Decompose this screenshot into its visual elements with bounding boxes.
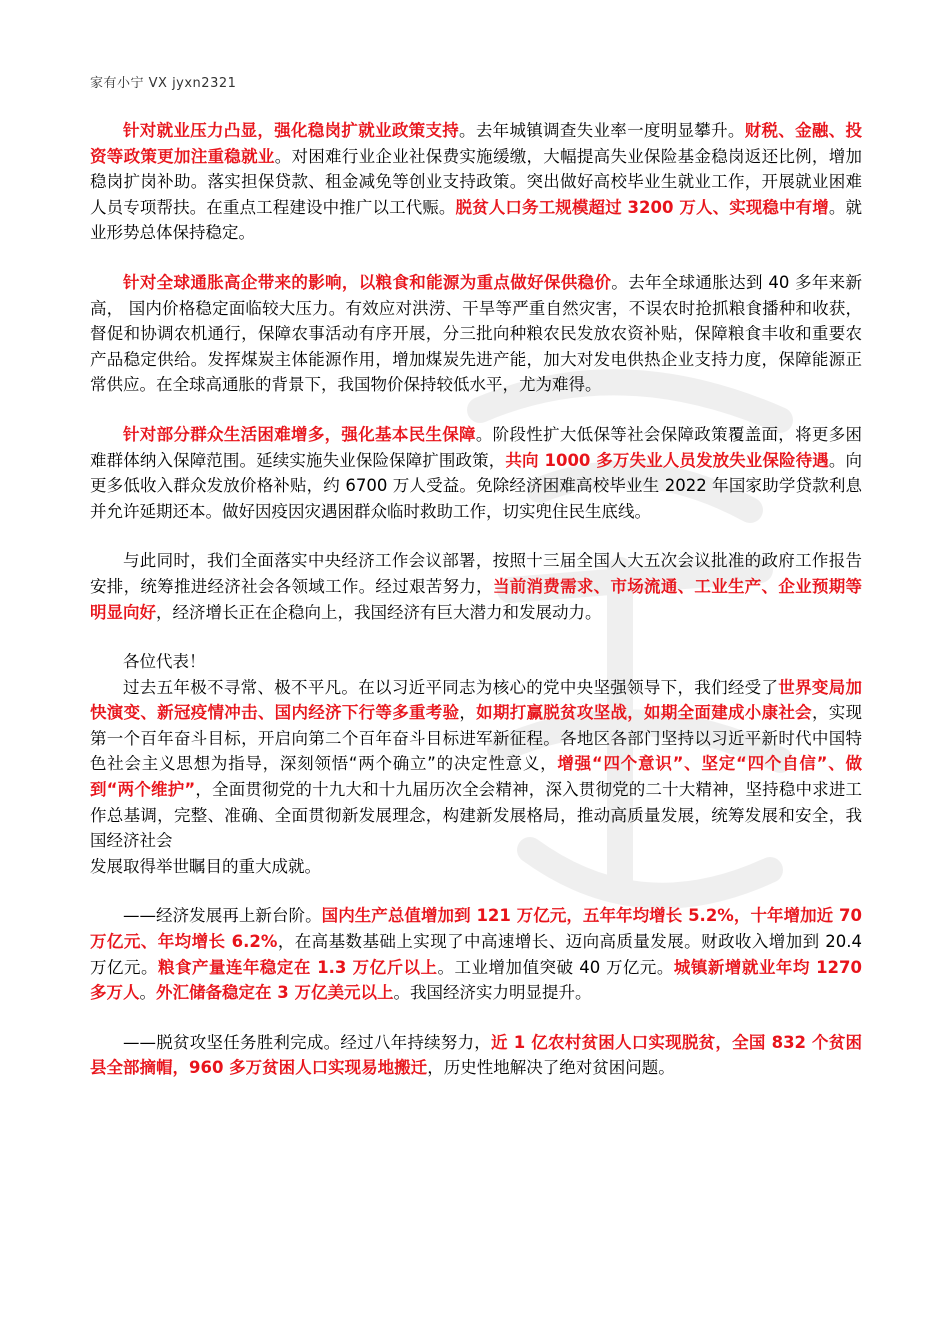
body-text: ——经济发展再上新台阶。 <box>123 906 322 926</box>
paragraph-five-years <box>90 675 862 854</box>
body-text: 。去年城镇调查失业率一度明显攀升。 <box>459 121 745 140</box>
body-text: ——脱贫攻坚任务胜利完成。经过八年持续努力， <box>123 1032 492 1052</box>
paragraph-employment <box>90 118 862 246</box>
body-text: 。工业增加值突破 40 万亿元。 <box>437 957 674 977</box>
paragraph-overall-progress <box>90 548 862 625</box>
paragraph-poverty <box>90 1030 862 1081</box>
body-text: ，经济增长正在企稳向上，我国经济有巨大潜力和发展动力。 <box>156 602 602 622</box>
body-text: ， <box>459 703 477 723</box>
body-text: ，实现第一个百年奋斗目标，开启向第二个百年奋斗目标进军新征程。各地区各部门坚持以习近平新时代中国特色社会主义思想为指导，深刻领悟“两个确立”的决定性意义， <box>90 703 863 774</box>
body-text: 。阶段性扩大低保等社会保障政策覆盖面，将更多困难群体纳入保障范围。延续实施失业保险保障扩围政策， <box>90 424 863 470</box>
body-text: 。我国经济实力明显提升。 <box>393 983 592 1003</box>
body-text: 。对困难行业企业社保费实施缓缴，大幅提高失业保险基金稳岗返还比例，增加稳岗扩岗补助。落实担保贷款、租金减免等创业支持政策。突出做好高校毕业生就业工作，开展就业困难人员专项帮扶。在重点工程建设中推广以工代赈。 <box>90 146 863 217</box>
body-text: 与此同时，我们全面落实中央经济工作会议部署，按照十三届全国人大五次会议批准的政府工作报告安排，统筹推进经济社会各领域工作。经过艰苦努力， <box>90 551 862 596</box>
body-text: ，在高基数基础上实现了中高速增长、迈向高质量发展。财政收入增加到 20.4 万亿元。 <box>90 932 863 977</box>
body-text: 。 <box>139 983 156 1003</box>
highlighted-text: 针对部分群众生活困难增多，强化基本民生保障 <box>123 424 476 444</box>
body-text: 。向更多低收入群众发放价格补贴，约 6700 万人受益。免除经济困难高校毕业生 2022 年国家助学贷款利息并允许延期还本。做好因疫因灾遇困群众临时救助工作，切实兜住民生底线。 <box>90 450 863 521</box>
page-header: 家有小宁 VX jyxn2321 <box>90 76 237 91</box>
highlighted-text: 世界变局加快演变、新冠疫情冲击、国内经济下行等多重考验 <box>90 677 863 723</box>
highlighted-text: 财税、金融、投资等政策更加注重稳就业 <box>90 121 863 166</box>
paragraph-livelihood <box>90 422 862 524</box>
highlighted-text: 外汇储备稳定在 3 万亿美元以上 <box>156 983 394 1003</box>
highlighted-text: 城镇新增就业年均 1270 多万人 <box>90 957 862 1003</box>
paragraph-economy <box>90 903 862 1005</box>
body-text: ，历史性地解决了绝对贫困问题。 <box>427 1058 675 1078</box>
body-text: 各位代表！ <box>123 652 206 672</box>
paragraph-achievements <box>90 854 862 880</box>
highlighted-text: 当前消费需求、市场流通、工业生产、企业预期等明显向好 <box>90 576 863 622</box>
highlighted-text: 针对就业压力凸显，强化稳岗扩就业政策支持 <box>123 121 460 140</box>
highlighted-text: 增强“四个意识”、坚定“四个自信”、做到“两个维护” <box>90 754 862 800</box>
highlighted-text: 粮食产量连年稳定在 1.3 万亿斤以上 <box>157 957 438 977</box>
highlighted-text: 近 1 亿农村贫困人口实现脱贫，全国 832 个贫困县全部摘帽，960 多万贫困人口实现易地搬迁 <box>90 1032 862 1078</box>
paragraph-price-stability <box>90 270 862 398</box>
highlighted-text: 针对全球通胀高企带来的影响，以粮食和能源为重点做好保供稳价 <box>123 272 612 292</box>
highlighted-text: 脱贫人口务工规模超过 3200 万人、实现稳中有增 <box>455 197 829 217</box>
body-text: 。去年全球通胀达到 40 多年来新高， 国内价格稳定面临较大压力。有效应对洪涝、干旱等严重自然灾害，不误农时抢抓粮食播种和收获，督促和协调农机通行，保障农事活动有序开展，分三批向种粮农民发放农资补贴，保障粮食丰收和重要农产品稳定供给。发挥煤炭主体能源作用，增加煤炭先进产能，加大对发电供热企业支持力度，保障能源正常供应。在全球高通胀的背景下，我国物价保持较低水平，尤为难得。 <box>90 272 862 395</box>
body-text: ，全面贯彻党的十九大和十九届历次全会精神，深入贯彻党的二十大精神，坚持稳中求进工作总基调，完整、准确、全面贯彻新发展理念，构建新发展格局，推动高质量发展，统筹发展和安全，我国经济社会 <box>90 780 862 851</box>
document-body <box>90 118 862 1081</box>
highlighted-text: 共向 1000 多万失业人员发放失业保险待遇 <box>505 450 829 470</box>
body-text: 发展取得举世瞩目的重大成就。 <box>90 856 321 876</box>
highlighted-text: 如期打赢脱贫攻坚战，如期全面建成小康社会 <box>476 703 812 723</box>
highlighted-text: 国内生产总值增加到 121 万亿元，五年年均增长 5.2%，十年增加近 70 万亿元、年均增长 6.2% <box>90 906 862 952</box>
body-text: 。就业形势总体保持稳定。 <box>90 197 863 243</box>
body-text: 过去五年极不寻常、极不平凡。在以习近平同志为核心的党中央坚强领导下，我们经受了 <box>123 677 779 697</box>
paragraph-greeting <box>90 649 862 675</box>
